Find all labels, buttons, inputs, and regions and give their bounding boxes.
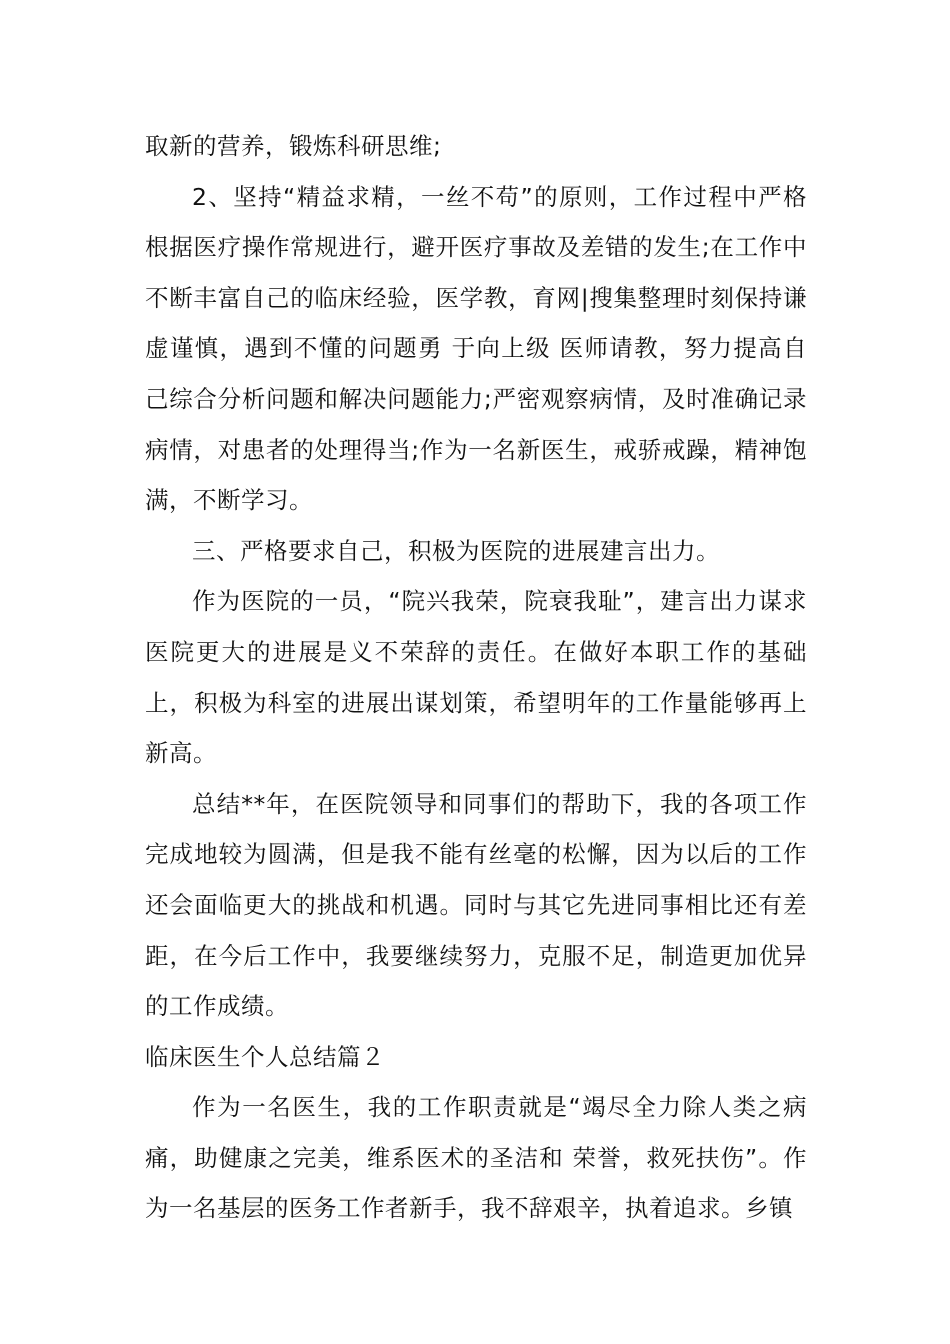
document-body — [145, 121, 807, 1234]
paragraph-duty: 作为一名医生，我的工作职责就是“竭尽全力除人类之病痛，助健康之完美，维系医术的圣洁和 荣誉，救死扶伤”。作为一名基层的医务工作者新手，我不辞艰辛，执着追求。乡镇 — [145, 1093, 807, 1223]
paragraph-summary: 总结**年，在医院领导和同事们的帮助下，我的各项工作完成地较为圆满，但是我不能有丝毫的松懈，因为以后的工作还会面临更大的挑战和机遇。同时与其它先进同事相比还有差距，在今后工作中，我要继续努力，克服不足，制造更加优异的工作成绩。 — [145, 789, 807, 1021]
paragraph-hospital-member: 作为医院的一员，“院兴我荣，院衰我耻”，建言出力谋求医院更大的进展是义不荣辞的责任。在做好本职工作的基础上，积极为科室的进展出谋划策，希望明年的工作量能够再上新高。 — [145, 587, 807, 768]
section-heading-three: 三、严格要求自己，积极为医院的进展建言出力。 — [192, 536, 720, 565]
article-title-part-2: 临床医生个人总结篇２ — [145, 1042, 385, 1071]
paragraph-continuation: 取新的营养，锻炼科研思维; — [145, 132, 442, 160]
paragraph-point-2: 2、坚持“精益求精，一丝不苟”的原则，工作过程中严格根据医疗操作常规进行，避开医疗事故及差错的发生;在工作中不断丰富自己的临床经验，医学教，育网|搜集整理时刻保持谦虚谨慎，遇到不懂的问题勇 于向上级 医师请教，努力提高自己综合分析问题和解决问题能力;严密观察病情，及时准确记录病情，对患者的处理得当;作为一名新医生，戒骄戒躁，精神饱满，不断学习。 — [145, 182, 807, 515]
